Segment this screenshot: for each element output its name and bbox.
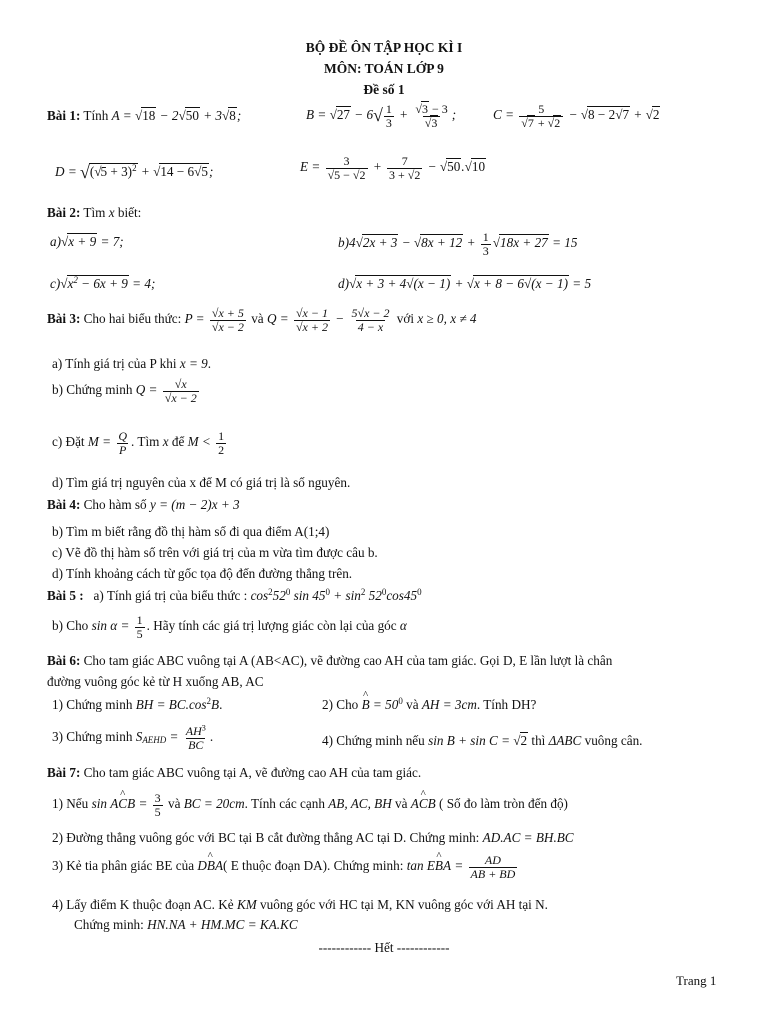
bai2-c: $c)√x^2 - 6x + 9 = 4$; (50, 275, 156, 291)
bai5-line: Bài 5 : a) Tính giá trị của biểu thức : $\cos^252^0$ $\sin 45^0 + \sin^2 52^0\cos 45^0$ (47, 587, 422, 603)
bai4-c: c) Vẽ đồ thị hàm số trên với giá trị của m vừa tìm được câu b. (52, 545, 378, 560)
bai5-b: b) Cho sin α = $\frac{1}{5}$ . Hãy tính các giá trị lượng giác còn lại của góc α (52, 613, 407, 641)
bai3-c-text2: . Tìm (131, 434, 160, 450)
bai7-p2: 2) Đường thẳng vuông góc với BC tại B cắt đường thẳng AC tại D. Chứng minh: AD.AC = BH.BC (52, 830, 574, 845)
bai2-line: Bài 2: Tìm x biết: (47, 205, 142, 220)
bai2-a: a)√x + 9 = 7; (50, 234, 124, 249)
bai2-label: Bài 2: (47, 205, 81, 220)
doc-subject: MÔN: TOÁN LỚP 9 (324, 61, 444, 76)
bai4-intro: Cho hàm số (83, 497, 147, 512)
bai4-d: d) Tính khoảng cách từ gốc tọa độ đến đường thẳng trên. (52, 566, 353, 581)
bai7-p4-text3: Chứng minh: (74, 917, 144, 932)
bai6-p1: 1) Chứng minh BH = $BC.\cos^2B$. (52, 696, 223, 712)
bai3-a-text: a) Tính giá trị của P khi (52, 356, 177, 371)
bai7-p1-and: và (167, 796, 181, 812)
bai1-expr-a: A = √18 − 2√50 + 3√8; (111, 108, 242, 123)
bai5-b-text2: . Hãy tính các giá trị lượng giác còn lại của góc (146, 618, 397, 634)
doc-exam-number: Đề số 1 (363, 82, 405, 97)
bai6-p3: 3) Chứng minh $S_{AEHD}$ = $\frac{AH^3}{BC}$ . (52, 723, 214, 752)
end-marker: ------------ Hết ------------ (318, 940, 450, 955)
bai3-a: a) Tính giá trị của P khi x = 9. (52, 356, 212, 371)
bai7-p1-text2: . Tính các cạnh (244, 796, 325, 812)
bai6-line2: đường vuông góc kẻ từ H xuống AB, AC (47, 674, 264, 689)
bai1-line1 (47, 108, 241, 123)
bai1-expr-b: B = √27 − 6√ $\frac{1}{3}$ + $\frac{√3 - 3}{√3}$ ; (306, 102, 457, 130)
bai6-p2-text: 2) Cho (322, 697, 359, 712)
bai6-p4-tail: vuông cân. (584, 733, 643, 748)
bai6-p2-and: và (406, 697, 419, 712)
bai3-c-text3: để (171, 434, 185, 450)
bai7-p4-text1: 4) Lấy điểm K thuộc đoạn AC. Kẻ (52, 897, 234, 912)
bai6-p4: 4) Chứng minh nếu sin B + sin C = √2 thì ΔABC vuông cân. (322, 733, 643, 748)
page-number: Trang 1 (676, 973, 717, 988)
bai7-p4-text2: vuông góc với HC tại M, KN vuông góc với AH tại N. (260, 897, 548, 912)
bai6-p4-text: 4) Chứng minh nếu (322, 733, 425, 748)
bai5-a-text: a) Tính giá trị của biểu thức : (93, 588, 248, 603)
bai5-b-text1: b) Cho (52, 618, 89, 634)
bai7-p1: 1) Nếu sin ^ ACB = $\frac{3}{5}$ và BC = 20cm. Tính các cạnh AB, AC, BH và ^ ACB ( Số đo làm tròn đến độ) (52, 792, 568, 818)
bai7-p4-proof: Chứng minh: HN.NA + HM.MC = KA.KC (74, 917, 298, 932)
bai7-intro: Cho tam giác ABC vuông tại A, vẽ đường cao AH của tam giác. (83, 765, 422, 780)
bai3-c: c) Đặt M = $\frac{Q}{P}$ . Tìm x để M < $\frac{1}{2}$ (52, 429, 225, 457)
bai3-d: d) Tìm giá trị nguyên của x để M có giá trị là số nguyên. (52, 475, 351, 490)
bai7-p4: 4) Lấy điểm K thuộc đoạn AC. Kẻ KM vuông góc với HC tại M, KN vuông góc với AH tại N. (52, 897, 548, 912)
bai2-intro: Tìm (83, 205, 106, 220)
bai6-p2: 2) Cho ^ $B = 50^0$ và AH = 3cm. Tính DH? (322, 697, 536, 712)
bai2-b: b)4√2x + 3 − √8x + 12 + $\frac{1}{3}$ √18x + 27 = 15 (338, 230, 578, 258)
bai2-after: biết: (117, 205, 142, 220)
bai1-intro: Tính (83, 108, 109, 123)
bai6-p4-then: thì (531, 733, 546, 748)
bai6-label: Bài 6: (47, 653, 81, 668)
bai6-line1 (47, 653, 612, 668)
bai3-label: Bài 3: (47, 311, 81, 327)
bai3-and: và (251, 311, 264, 327)
bai7-p3-text1: 3) Kẻ tia phân giác BE của (52, 858, 195, 874)
bai1-expr-e: E = $\frac{3}{√5 - √2}$ + $\frac{7}{3 + √2}$ − √50.√10 (300, 154, 486, 182)
bai7-label: Bài 7: (47, 765, 81, 780)
bai7-p3-text2: ( E thuộc đoạn DA). Chứng minh: (223, 858, 404, 874)
bai1-expr-d: $D = √(√5 + 3)^2 + √14 - 6√5$; (55, 162, 214, 182)
bai3-line: Bài 3: Cho hai biểu thức: P = $\frac{√x + 5}{√x - 2}$ và Q = $\frac{√x - 1}{√x + 2}$ − $\frac{5√x - 2}{4 - x}$ với x ≥ 0, x ≠ 4 (47, 306, 477, 334)
doc-title: BỘ ĐỀ ÔN TẬP HỌC KÌ I (305, 40, 463, 55)
bai3-b: b) Chứng minh Q = $\frac{√x}{√x - 2}$ (52, 377, 197, 405)
bai3-cond: với (396, 311, 415, 327)
bai4-b: b) Tìm m biết rằng đồ thị hàm số đi qua điểm A(1;4) (52, 524, 330, 539)
bai7-p2-text: 2) Đường thẳng vuông góc với BC tại B cắt đường thẳng AC tại D. Chứng minh: (52, 830, 480, 845)
bai6-p2-tail: . Tính DH? (476, 697, 537, 712)
bai6-p1-text: 1) Chứng minh (52, 697, 133, 712)
bai7-p1-note: ( Số đo làm tròn đến độ) (439, 796, 568, 812)
bai7-line (47, 765, 421, 780)
bai3-c-text1: c) Đặt (52, 434, 85, 450)
bai6-intro1: Cho tam giác ABC vuông tại A (AB<AC), vẽ đường cao AH của tam giác. Gọi D, E lần lượt là chân (83, 653, 613, 668)
bai6-p3-text: 3) Chứng minh (52, 729, 133, 745)
bai2-d: d)√x + 3 + 4√(x − 1) + √x + 8 − 6√(x − 1) = 5 (338, 276, 592, 291)
bai7-p1-and2: và (395, 796, 408, 812)
bai3-b-text: b) Chứng minh (52, 382, 133, 398)
bai7-p1-text1: 1) Nếu (52, 796, 89, 812)
bai1-label: Bài 1: (47, 108, 81, 123)
bai5-label: Bài 5 : (47, 588, 84, 603)
bai4-label: Bài 4: (47, 497, 81, 512)
bai4-line: Bài 4: Cho hàm số y = (m − 2)x + 3 (47, 497, 240, 512)
bai7-p3: 3) Kẻ tia phân giác BE của ^ DBA( E thuộc đoạn DA). Chứng minh: tan ^ EBA = $\frac{AD}{AB + BD}$ (52, 854, 519, 880)
bai1-expr-c: C = $\frac{5}{√7 + √2}$ − √8 − 2√7 + √2 (493, 102, 660, 130)
bai3-intro: Cho hai biểu thức: (83, 311, 182, 327)
